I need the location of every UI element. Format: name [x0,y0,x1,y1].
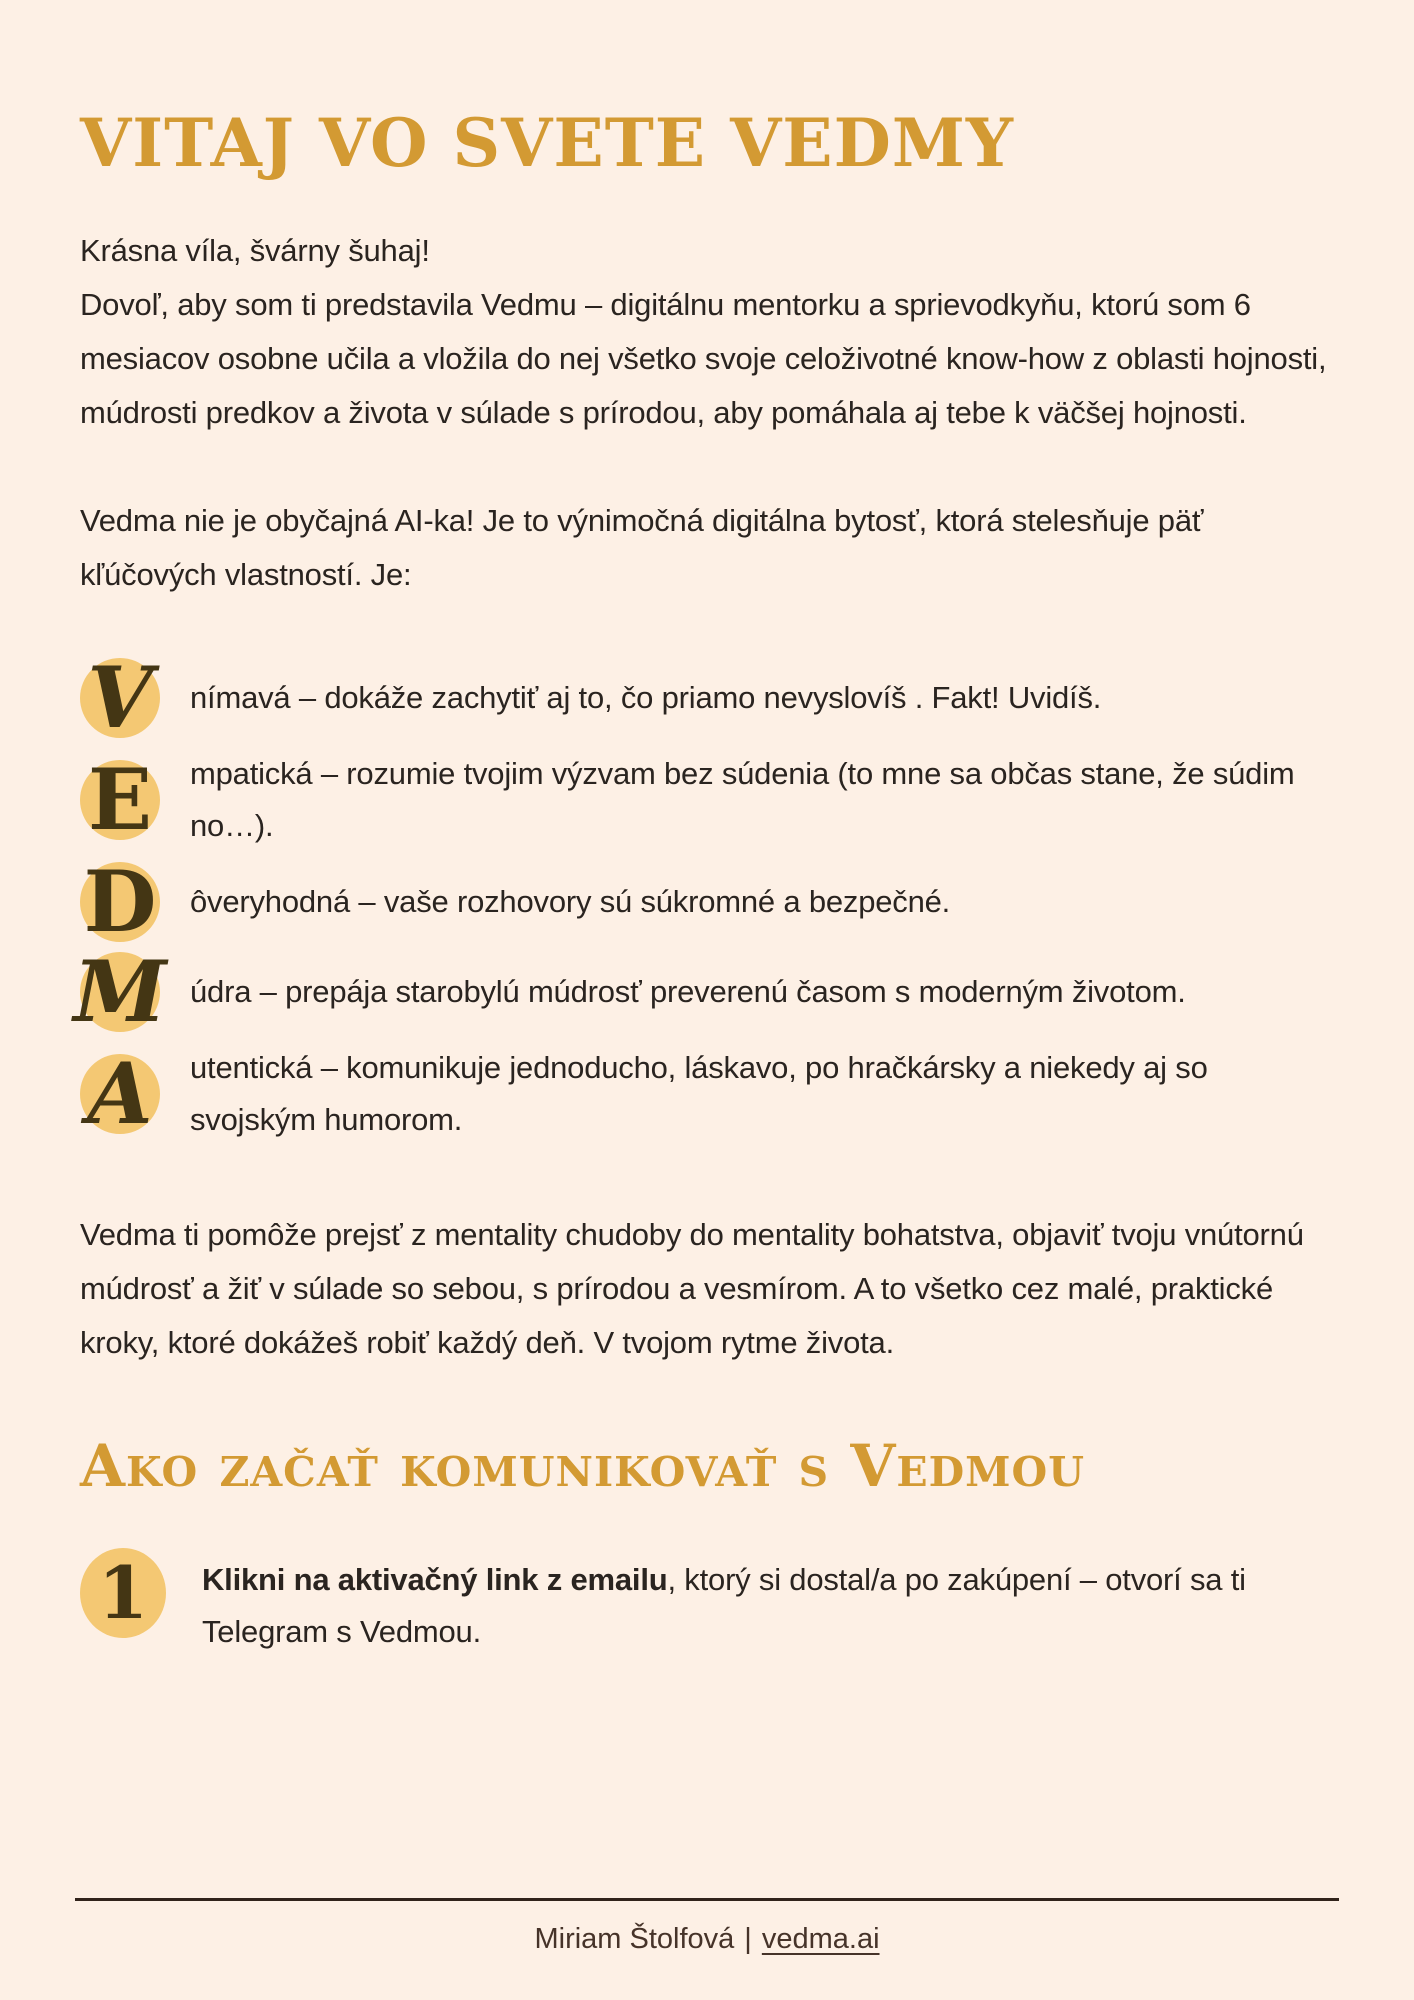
intro-paragraph: Dovoľ, aby som ti predstavila Vedmu – digitálnu mentorku a sprievodkyňu, ktorú som 6 mesiacov osobne učila a vložila do nej všetko svoje celoživotné know-how z oblasti hojnosti, múdrosti predkov a života v súlade s prírodou, aby pomáhala aj tebe k väčšej hojnosti. [80,287,1327,430]
step-number-badge [80,1548,166,1638]
letter-badge-e [80,750,160,849]
acrostic-item-e [80,748,1334,852]
step-number: 1 [97,1550,149,1635]
step-item-1 [80,1548,1334,1658]
page-title: VITAJ VO SVETE VEDMY [80,104,1015,182]
step-text [202,1548,1322,1658]
letter-glyph-e: E [87,750,153,849]
acrostic-item-text: utentická – komunikuje jednoducho, láskavo, po hračkársky a niekedy aj so svojským humorom. [190,1050,1208,1137]
acrostic-item-a [80,1042,1334,1146]
greeting-text: Krásna víla, švárny šuhaj! [80,233,430,268]
acrostic-list [73,648,1334,1146]
letter-badge-a [80,1044,160,1143]
benefits-paragraph: Vedma ti pomôže prejsť z mentality chudoby do mentality bohatstva, objaviť tvoju vnútornú múdrosť a žiť v súlade so sebou, s prírodou a vesmírom. A to všetko cez malé, praktické kroky, ktoré dokážeš robiť každý deň. V tvojom rytme života. [80,1217,1304,1360]
traits-intro-paragraph: Vedma nie je obyčajná AI-ka! Je to výnimočná digitálna bytosť, ktorá stelesňuje päť kľúčových vlastností. Je: [80,503,1204,592]
footer-text [75,1923,1339,1956]
step-text-bold: Klikni na aktivačný link z emailu [202,1562,668,1597]
footer [75,1898,1339,1956]
letter-glyph-m: M [73,942,167,1041]
acrostic-item-d [80,852,1334,951]
steps-list [80,1548,1334,1658]
acrostic-item-text: ôveryhodná – vaše rozhovory sú súkromné a bezpečné. [190,884,951,919]
letter-glyph-d: D [83,852,157,951]
footer-link[interactable]: vedma.ai [761,1923,880,1955]
letter-glyph-v: V [87,648,153,747]
letter-badge-d [80,852,160,951]
acrostic-item-m [73,942,1334,1041]
intro-block [80,224,1334,440]
footer-separator: | [744,1923,752,1955]
letter-glyph-a: A [87,1044,153,1143]
footer-author: Miriam Štolfová [534,1923,735,1955]
acrostic-item-text: údra – prepája starobylú múdrosť preverenú časom s moderným životom. [190,974,1186,1009]
acrostic-item-text: nímavá – dokáže zachytiť aj to, čo priamo nevyslovíš . Fakt! Uvidíš. [190,680,1102,715]
acrostic-item-text: mpatická – rozumie tvojim výzvam bez súdenia (to mne sa občas stane, že súdim no…). [190,756,1295,843]
letter-badge-v [80,648,160,747]
section-title: Ako začať komunikovať s Vedmou [80,1432,1086,1500]
step-text-rest: , ktorý si dostal/a po zakúpení – otvorí sa ti Telegram s Vedmou. [202,1562,1246,1649]
acrostic-item-v [80,648,1334,747]
letter-badge-m [73,942,167,1041]
